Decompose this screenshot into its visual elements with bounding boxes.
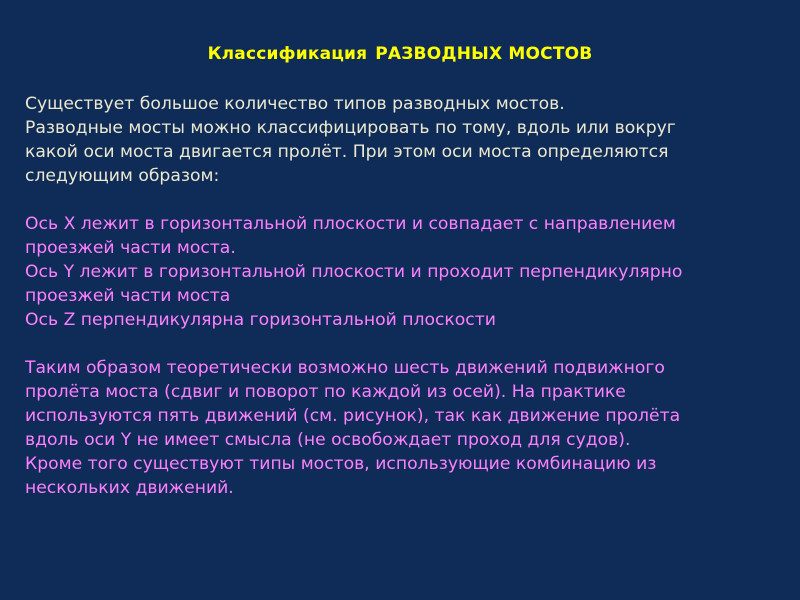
conclusion-line: пролёта моста (сдвиг и поворот по каждой из осей). На практике	[25, 382, 626, 402]
slide-title	[0, 44, 800, 64]
axis-y-line-1: Ось Y лежит в горизонтальной плоскости и проходит перпендикулярно	[25, 262, 683, 282]
conclusion-line: Кроме того существуют типы мостов, использующие комбинацию из	[25, 454, 657, 474]
conclusion-line: вдоль оси Y не имеет смысла (не освобождает проход для судов).	[25, 430, 631, 450]
paragraph-gap	[25, 188, 785, 212]
conclusion-paragraph	[25, 356, 785, 500]
title-part-2: РАЗВОДНЫХ МОСТОВ	[375, 44, 593, 64]
title-part-1: Классификация	[207, 44, 368, 64]
intro-line: следующим образом:	[25, 166, 220, 186]
axes-paragraph	[25, 212, 785, 332]
conclusion-line: нескольких движений.	[25, 478, 234, 498]
axis-x-line-1: Ось X лежит в горизонтальной плоскости и совпадает с направлением	[25, 214, 676, 234]
slide-body	[25, 92, 785, 500]
conclusion-line: используются пять движений (см. рисунок), так как движение пролёта	[25, 406, 681, 426]
axis-y-line-2: проезжей части моста	[25, 286, 231, 306]
axis-z-line: Ось Z перпендикулярна горизонтальной плоскости	[25, 310, 496, 330]
intro-line: какой оси моста двигается пролёт. При этом оси моста определяются	[25, 142, 669, 162]
intro-line: Разводные мосты можно классифицировать по тому, вдоль или вокруг	[25, 118, 676, 138]
intro-line: Существует большое количество типов разводных мостов.	[25, 94, 565, 114]
axis-x-line-2: проезжей части моста.	[25, 238, 236, 258]
paragraph-gap	[25, 332, 785, 356]
intro-paragraph	[25, 92, 785, 188]
conclusion-line: Таким образом теоретически возможно шесть движений подвижного	[25, 358, 665, 378]
